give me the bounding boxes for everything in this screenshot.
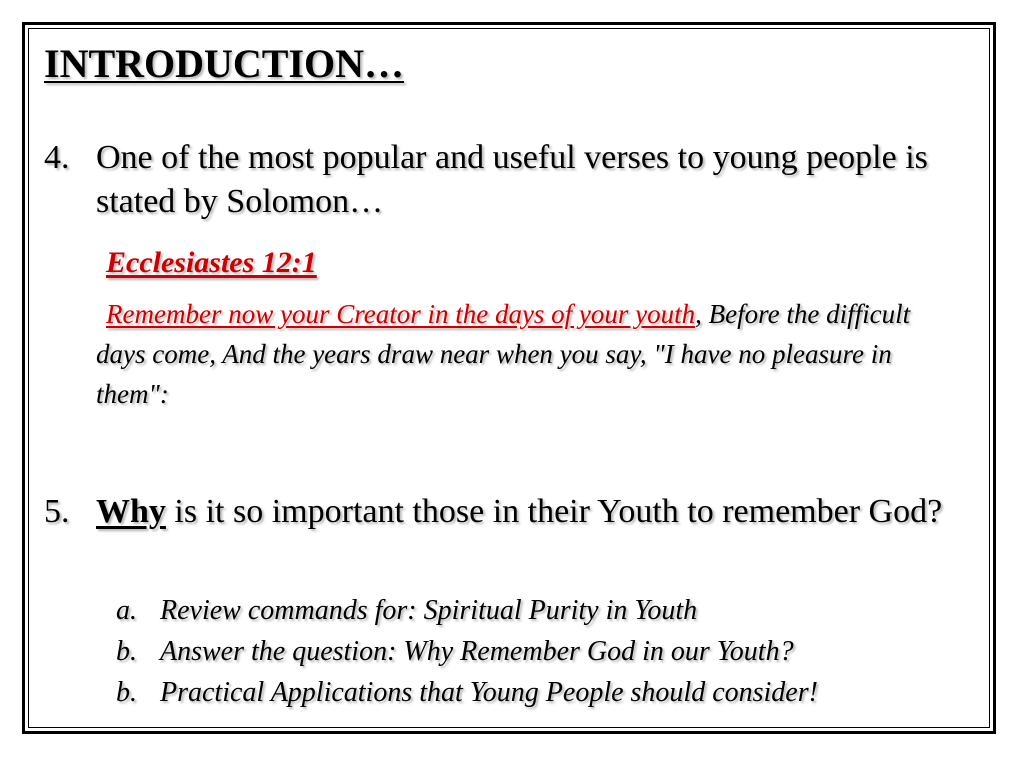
verse-rest: Before the difficult days come, And the years draw near when you say, "I have no pleasure in them": — [96, 299, 911, 409]
point-5-text — [44, 490, 944, 534]
verse-highlight: Remember now your Creator in the days of your youth — [106, 299, 696, 329]
verse-comma: , — [695, 299, 702, 329]
subpoint-text: Practical Applications that Young People should consider! — [160, 677, 818, 708]
point-5-number: 5. — [44, 493, 70, 530]
point-4-number: 4. — [44, 139, 70, 176]
subpoint-text: Review commands for: Spiritual Purity in Youth — [160, 595, 698, 626]
scripture-reference: Ecclesiastes 12:1 — [106, 246, 317, 279]
subpoint — [116, 672, 976, 713]
slide-title: INTRODUCTION… — [44, 41, 405, 86]
point-5-emphasis: Why — [96, 493, 166, 530]
point-4 — [44, 136, 944, 224]
point-5 — [44, 490, 944, 534]
subpoint-text: Answer the question: Why Remember God in our Youth? — [160, 636, 794, 667]
subpoint — [116, 590, 976, 631]
subpoint-letter: b. — [116, 636, 137, 667]
point-5-body: is it so important those in their Youth to remember God? — [165, 493, 943, 530]
subpoint-letter: a. — [116, 595, 137, 626]
subpoint-letter: b. — [116, 677, 137, 708]
scripture-verse — [96, 294, 966, 414]
subpoint — [116, 631, 976, 672]
subpoint-list — [116, 590, 976, 713]
point-4-text: One of the most popular and useful verses to young people is stated by Solomon… — [96, 139, 928, 220]
